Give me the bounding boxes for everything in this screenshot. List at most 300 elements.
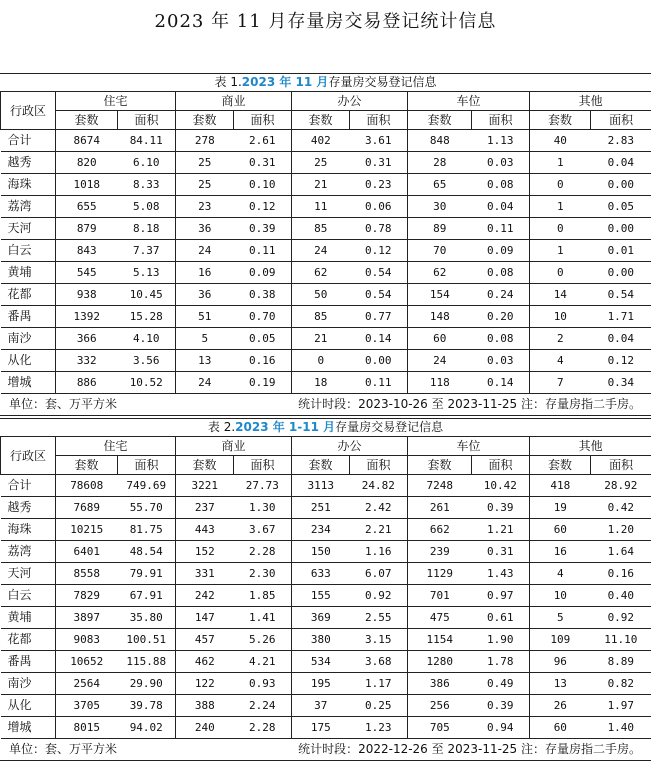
area-cell: 0.16 <box>234 350 292 372</box>
count-cell: 278 <box>176 130 234 152</box>
district-name: 花都 <box>1 629 56 651</box>
count-cell: 239 <box>408 541 472 563</box>
area-cell: 6.07 <box>350 563 408 585</box>
unit-note: 单位：套、万平方米 <box>9 397 118 411</box>
count-cell: 155 <box>292 585 350 607</box>
area-cell: 3.67 <box>234 519 292 541</box>
unit-note: 单位：套、万平方米 <box>9 742 118 756</box>
table-monthly <box>0 73 651 416</box>
count-cell: 175 <box>292 717 350 739</box>
district-header: 行政区 <box>1 437 56 475</box>
district-name: 越秀 <box>1 152 56 174</box>
data-table <box>0 436 651 739</box>
area-cell: 0.54 <box>350 262 408 284</box>
count-cell: 60 <box>530 717 591 739</box>
count-cell: 879 <box>56 218 118 240</box>
area-cell: 0.61 <box>472 607 530 629</box>
count-cell: 418 <box>530 475 591 497</box>
count-header: 套数 <box>176 456 234 475</box>
count-header: 套数 <box>530 456 591 475</box>
count-cell: 457 <box>176 629 234 651</box>
count-cell: 62 <box>292 262 350 284</box>
group-header: 住宅 <box>56 437 176 456</box>
area-cell: 0.12 <box>591 350 651 372</box>
area-cell: 0.12 <box>350 240 408 262</box>
area-cell: 0.92 <box>591 607 651 629</box>
area-cell: 2.83 <box>591 130 651 152</box>
area-cell: 0.10 <box>234 174 292 196</box>
table-row <box>1 607 651 629</box>
table-row <box>1 372 651 394</box>
count-cell: 28 <box>408 152 472 174</box>
count-cell: 8015 <box>56 717 118 739</box>
count-cell: 386 <box>408 673 472 695</box>
area-cell: 1.21 <box>472 519 530 541</box>
group-header: 商业 <box>176 437 292 456</box>
area-cell: 1.16 <box>350 541 408 563</box>
area-header: 面积 <box>234 456 292 475</box>
area-header: 面积 <box>350 456 408 475</box>
table-footer <box>0 394 651 416</box>
area-cell: 0.92 <box>350 585 408 607</box>
table-row <box>1 328 651 350</box>
count-cell: 85 <box>292 218 350 240</box>
area-cell: 0.00 <box>591 262 651 284</box>
table-row <box>1 497 651 519</box>
count-cell: 36 <box>176 218 234 240</box>
area-cell: 0.54 <box>591 284 651 306</box>
area-cell: 0.03 <box>472 152 530 174</box>
count-cell: 51 <box>176 306 234 328</box>
district-header: 行政区 <box>1 92 56 130</box>
area-cell: 1.64 <box>591 541 651 563</box>
area-header: 面积 <box>118 456 176 475</box>
area-cell: 5.26 <box>234 629 292 651</box>
area-cell: 28.92 <box>591 475 651 497</box>
area-cell: 0.11 <box>472 218 530 240</box>
area-cell: 0.11 <box>234 240 292 262</box>
table-row <box>1 519 651 541</box>
count-cell: 24 <box>176 240 234 262</box>
area-cell: 0.11 <box>350 372 408 394</box>
count-cell: 4 <box>530 563 591 585</box>
district-name: 白云 <box>1 585 56 607</box>
count-cell: 19 <box>530 497 591 519</box>
count-cell: 1392 <box>56 306 118 328</box>
table-year-to-date <box>0 418 651 761</box>
area-cell: 0.08 <box>472 328 530 350</box>
count-cell: 24 <box>176 372 234 394</box>
group-header: 办公 <box>292 92 408 111</box>
count-cell: 701 <box>408 585 472 607</box>
count-header: 套数 <box>408 111 472 130</box>
count-cell: 9083 <box>56 629 118 651</box>
area-cell: 39.78 <box>118 695 176 717</box>
count-cell: 251 <box>292 497 350 519</box>
area-cell: 0.97 <box>472 585 530 607</box>
count-cell: 3113 <box>292 475 350 497</box>
count-cell: 332 <box>56 350 118 372</box>
area-cell: 100.51 <box>118 629 176 651</box>
area-cell: 0.04 <box>591 328 651 350</box>
area-cell: 0.09 <box>472 240 530 262</box>
district-name: 增城 <box>1 372 56 394</box>
count-cell: 388 <box>176 695 234 717</box>
count-header: 套数 <box>530 111 591 130</box>
count-cell: 78608 <box>56 475 118 497</box>
caption-highlight: 2023 年 1-11 月 <box>235 420 336 434</box>
area-cell: 0.31 <box>350 152 408 174</box>
count-cell: 10215 <box>56 519 118 541</box>
count-cell: 21 <box>292 328 350 350</box>
count-cell: 848 <box>408 130 472 152</box>
count-cell: 109 <box>530 629 591 651</box>
count-cell: 89 <box>408 218 472 240</box>
count-header: 套数 <box>176 111 234 130</box>
count-cell: 0 <box>292 350 350 372</box>
count-cell: 8674 <box>56 130 118 152</box>
count-cell: 7829 <box>56 585 118 607</box>
caption-prefix: 表 2. <box>207 420 236 434</box>
count-cell: 154 <box>408 284 472 306</box>
count-cell: 26 <box>530 695 591 717</box>
area-cell: 67.91 <box>118 585 176 607</box>
area-cell: 0.00 <box>591 218 651 240</box>
area-cell: 48.54 <box>118 541 176 563</box>
group-header: 其他 <box>530 92 651 111</box>
count-cell: 475 <box>408 607 472 629</box>
area-cell: 27.73 <box>234 475 292 497</box>
area-cell: 1.23 <box>350 717 408 739</box>
district-name: 荔湾 <box>1 541 56 563</box>
area-header: 面积 <box>472 111 530 130</box>
count-cell: 0 <box>530 174 591 196</box>
district-name: 海珠 <box>1 519 56 541</box>
count-cell: 24 <box>408 350 472 372</box>
table-row <box>1 130 651 152</box>
table-row <box>1 651 651 673</box>
area-cell: 5.08 <box>118 196 176 218</box>
area-cell: 1.85 <box>234 585 292 607</box>
count-cell: 2564 <box>56 673 118 695</box>
count-cell: 534 <box>292 651 350 673</box>
count-cell: 70 <box>408 240 472 262</box>
count-cell: 2 <box>530 328 591 350</box>
count-cell: 21 <box>292 174 350 196</box>
area-cell: 94.02 <box>118 717 176 739</box>
area-cell: 1.30 <box>234 497 292 519</box>
area-cell: 3.15 <box>350 629 408 651</box>
district-name: 从化 <box>1 350 56 372</box>
area-cell: 1.13 <box>472 130 530 152</box>
table-row <box>1 174 651 196</box>
count-cell: 462 <box>176 651 234 673</box>
count-header: 套数 <box>292 456 350 475</box>
district-name: 荔湾 <box>1 196 56 218</box>
area-cell: 8.89 <box>591 651 651 673</box>
area-cell: 0.16 <box>591 563 651 585</box>
area-cell: 1.71 <box>591 306 651 328</box>
table-row <box>1 218 651 240</box>
count-cell: 843 <box>56 240 118 262</box>
area-cell: 0.78 <box>350 218 408 240</box>
area-cell: 29.90 <box>118 673 176 695</box>
count-cell: 237 <box>176 497 234 519</box>
count-header: 套数 <box>56 111 118 130</box>
area-cell: 0.24 <box>472 284 530 306</box>
area-cell: 0.20 <box>472 306 530 328</box>
table-row <box>1 629 651 651</box>
count-cell: 13 <box>530 673 591 695</box>
area-cell: 0.09 <box>234 262 292 284</box>
area-cell: 115.88 <box>118 651 176 673</box>
area-header: 面积 <box>591 111 651 130</box>
table-row <box>1 673 651 695</box>
count-cell: 1280 <box>408 651 472 673</box>
area-cell: 10.42 <box>472 475 530 497</box>
area-cell: 8.18 <box>118 218 176 240</box>
area-cell: 0.19 <box>234 372 292 394</box>
count-cell: 8558 <box>56 563 118 585</box>
count-header: 套数 <box>292 111 350 130</box>
count-cell: 25 <box>176 152 234 174</box>
count-cell: 1 <box>530 152 591 174</box>
count-cell: 402 <box>292 130 350 152</box>
area-cell: 0.31 <box>234 152 292 174</box>
count-cell: 820 <box>56 152 118 174</box>
table-row <box>1 563 651 585</box>
count-cell: 7689 <box>56 497 118 519</box>
area-cell: 0.12 <box>234 196 292 218</box>
area-cell: 1.20 <box>591 519 651 541</box>
area-header: 面积 <box>591 456 651 475</box>
count-cell: 16 <box>176 262 234 284</box>
table-row <box>1 717 651 739</box>
table-row <box>1 152 651 174</box>
period-note: 统计时段：2022-12-26 至 2023-11-25 注：存量房指二手房。 <box>298 742 641 756</box>
count-cell: 1018 <box>56 174 118 196</box>
count-cell: 4 <box>530 350 591 372</box>
area-cell: 2.28 <box>234 541 292 563</box>
count-cell: 150 <box>292 541 350 563</box>
area-cell: 0.04 <box>591 152 651 174</box>
count-cell: 705 <box>408 717 472 739</box>
count-cell: 1154 <box>408 629 472 651</box>
area-cell: 35.80 <box>118 607 176 629</box>
count-cell: 7 <box>530 372 591 394</box>
area-cell: 4.21 <box>234 651 292 673</box>
area-cell: 1.78 <box>472 651 530 673</box>
count-cell: 118 <box>408 372 472 394</box>
count-cell: 3897 <box>56 607 118 629</box>
area-cell: 15.28 <box>118 306 176 328</box>
count-cell: 545 <box>56 262 118 284</box>
table-row <box>1 306 651 328</box>
table-row <box>1 350 651 372</box>
count-cell: 369 <box>292 607 350 629</box>
count-cell: 380 <box>292 629 350 651</box>
count-cell: 10 <box>530 585 591 607</box>
count-cell: 938 <box>56 284 118 306</box>
area-cell: 749.69 <box>118 475 176 497</box>
area-cell: 1.43 <box>472 563 530 585</box>
area-cell: 3.61 <box>350 130 408 152</box>
count-cell: 1 <box>530 240 591 262</box>
group-header: 商业 <box>176 92 292 111</box>
count-cell: 662 <box>408 519 472 541</box>
area-cell: 0.14 <box>472 372 530 394</box>
area-cell: 3.56 <box>118 350 176 372</box>
caption-suffix: 存量房交易登记信息 <box>335 420 444 434</box>
count-cell: 148 <box>408 306 472 328</box>
table-row <box>1 475 651 497</box>
area-cell: 0.00 <box>591 174 651 196</box>
area-cell: 2.42 <box>350 497 408 519</box>
count-cell: 25 <box>176 174 234 196</box>
period-note: 统计时段：2023-10-26 至 2023-11-25 注：存量房指二手房。 <box>298 397 641 411</box>
area-cell: 0.39 <box>234 218 292 240</box>
area-cell: 0.03 <box>472 350 530 372</box>
count-cell: 240 <box>176 717 234 739</box>
table-row <box>1 585 651 607</box>
count-cell: 366 <box>56 328 118 350</box>
district-name: 海珠 <box>1 174 56 196</box>
area-cell: 10.45 <box>118 284 176 306</box>
count-cell: 16 <box>530 541 591 563</box>
table-caption <box>0 73 651 91</box>
area-cell: 1.40 <box>591 717 651 739</box>
count-cell: 261 <box>408 497 472 519</box>
count-header: 套数 <box>56 456 118 475</box>
count-cell: 0 <box>530 262 591 284</box>
area-cell: 2.28 <box>234 717 292 739</box>
count-cell: 886 <box>56 372 118 394</box>
area-cell: 1.97 <box>591 695 651 717</box>
area-cell: 3.68 <box>350 651 408 673</box>
table-row <box>1 240 651 262</box>
area-cell: 0.82 <box>591 673 651 695</box>
district-name: 从化 <box>1 695 56 717</box>
area-header: 面积 <box>472 456 530 475</box>
count-cell: 6401 <box>56 541 118 563</box>
area-cell: 0.14 <box>350 328 408 350</box>
count-cell: 152 <box>176 541 234 563</box>
area-cell: 0.08 <box>472 262 530 284</box>
area-cell: 0.34 <box>591 372 651 394</box>
area-cell: 0.25 <box>350 695 408 717</box>
caption-highlight: 2023 年 11 月 <box>241 75 329 89</box>
district-name: 增城 <box>1 717 56 739</box>
count-cell: 96 <box>530 651 591 673</box>
count-header: 套数 <box>408 456 472 475</box>
area-cell: 0.05 <box>234 328 292 350</box>
area-cell: 0.38 <box>234 284 292 306</box>
count-cell: 3221 <box>176 475 234 497</box>
district-name: 白云 <box>1 240 56 262</box>
area-cell: 84.11 <box>118 130 176 152</box>
district-name: 越秀 <box>1 497 56 519</box>
caption-prefix: 表 1. <box>214 75 242 89</box>
district-name: 花都 <box>1 284 56 306</box>
district-name: 天河 <box>1 563 56 585</box>
table-caption <box>0 418 651 436</box>
area-cell: 0.01 <box>591 240 651 262</box>
count-cell: 0 <box>530 218 591 240</box>
count-cell: 13 <box>176 350 234 372</box>
area-cell: 0.54 <box>350 284 408 306</box>
area-cell: 1.17 <box>350 673 408 695</box>
group-header: 车位 <box>408 437 530 456</box>
count-cell: 60 <box>408 328 472 350</box>
district-name: 番禺 <box>1 651 56 673</box>
count-cell: 1129 <box>408 563 472 585</box>
area-cell: 0.42 <box>591 497 651 519</box>
area-cell: 4.10 <box>118 328 176 350</box>
count-cell: 10652 <box>56 651 118 673</box>
data-table <box>0 91 651 394</box>
count-cell: 40 <box>530 130 591 152</box>
area-header: 面积 <box>350 111 408 130</box>
area-cell: 2.55 <box>350 607 408 629</box>
count-cell: 443 <box>176 519 234 541</box>
table-footer <box>0 739 651 761</box>
district-name: 番禺 <box>1 306 56 328</box>
count-cell: 50 <box>292 284 350 306</box>
count-cell: 62 <box>408 262 472 284</box>
area-cell: 0.00 <box>350 350 408 372</box>
page-title: 2023 年 11 月存量房交易登记统计信息 <box>154 11 497 32</box>
count-cell: 60 <box>530 519 591 541</box>
count-cell: 633 <box>292 563 350 585</box>
count-cell: 10 <box>530 306 591 328</box>
count-cell: 23 <box>176 196 234 218</box>
area-cell: 0.31 <box>472 541 530 563</box>
area-cell: 0.08 <box>472 174 530 196</box>
area-header: 面积 <box>118 111 176 130</box>
area-cell: 5.13 <box>118 262 176 284</box>
area-cell: 7.37 <box>118 240 176 262</box>
area-cell: 6.10 <box>118 152 176 174</box>
district-name: 南沙 <box>1 328 56 350</box>
area-header: 面积 <box>234 111 292 130</box>
area-cell: 0.39 <box>472 695 530 717</box>
area-cell: 0.39 <box>472 497 530 519</box>
area-cell: 2.24 <box>234 695 292 717</box>
count-cell: 25 <box>292 152 350 174</box>
table-row <box>1 196 651 218</box>
table-row <box>1 284 651 306</box>
table-row <box>1 541 651 563</box>
count-cell: 234 <box>292 519 350 541</box>
count-cell: 122 <box>176 673 234 695</box>
count-cell: 655 <box>56 196 118 218</box>
area-cell: 55.70 <box>118 497 176 519</box>
area-cell: 0.94 <box>472 717 530 739</box>
area-cell: 0.49 <box>472 673 530 695</box>
area-cell: 2.61 <box>234 130 292 152</box>
count-cell: 14 <box>530 284 591 306</box>
district-name: 南沙 <box>1 673 56 695</box>
count-cell: 1 <box>530 196 591 218</box>
area-cell: 0.04 <box>472 196 530 218</box>
count-cell: 36 <box>176 284 234 306</box>
count-cell: 65 <box>408 174 472 196</box>
count-cell: 147 <box>176 607 234 629</box>
group-header: 其他 <box>530 437 651 456</box>
area-cell: 2.30 <box>234 563 292 585</box>
area-cell: 1.41 <box>234 607 292 629</box>
area-cell: 11.10 <box>591 629 651 651</box>
